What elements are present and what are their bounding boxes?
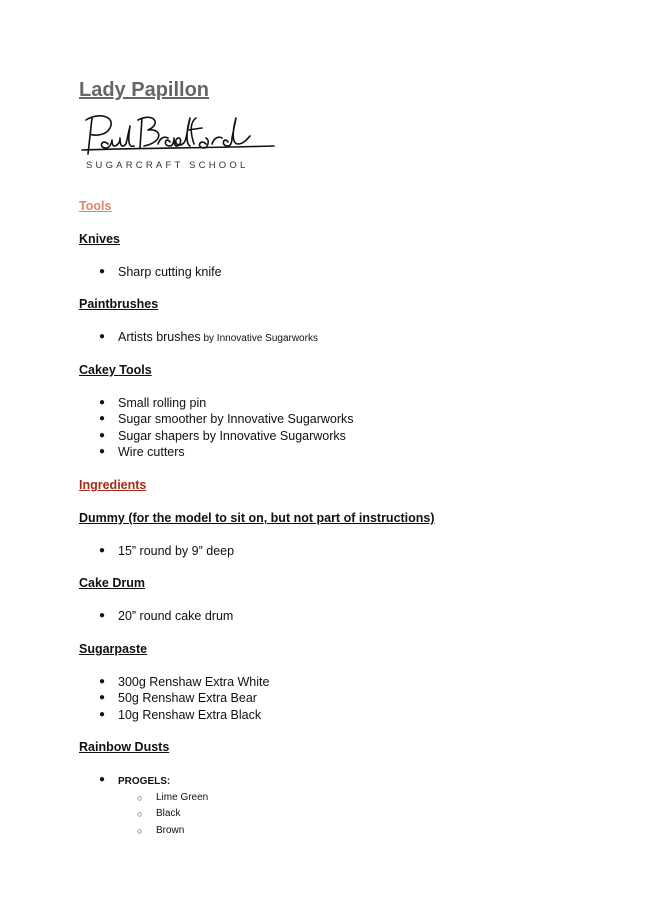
- knives-list: [99, 264, 222, 280]
- item-main-text: Artists brushes: [118, 330, 201, 344]
- sub-list-item: ○ Lime Green: [137, 790, 208, 806]
- paintbrushes-list: [99, 329, 318, 345]
- dummy-heading: Dummy (for the model to sit on, but not part of instructions): [79, 511, 435, 525]
- logo-subtitle: SUGARCRAFT SCHOOL: [86, 160, 249, 171]
- list-item: ● Wire cutters: [99, 444, 354, 460]
- dummy-list: [99, 543, 234, 559]
- item-suffix-text: by Innovative Sugarworks: [200, 333, 318, 344]
- tools-heading: Tools: [79, 199, 112, 213]
- sugarpaste-heading: Sugarpaste: [79, 642, 148, 656]
- cakey-tools-heading: Cakey Tools: [79, 363, 152, 377]
- list-item: [99, 329, 318, 345]
- list-item: ● 50g Renshaw Extra Bear: [99, 690, 269, 706]
- list-item: ● 300g Renshaw Extra White: [99, 674, 269, 690]
- sub-list-item: ○ Brown: [137, 823, 208, 839]
- sub-list-item: ○ Black: [137, 806, 208, 822]
- list-item: [99, 772, 170, 788]
- list-item: ● Sugar shapers by Innovative Sugarworks: [99, 428, 354, 444]
- list-item: ● 10g Renshaw Extra Black: [99, 707, 269, 723]
- ingredients-heading: Ingredients: [79, 478, 147, 492]
- knives-heading: Knives: [79, 232, 120, 246]
- page-title: Lady Papillon: [79, 79, 210, 101]
- rainbow-dusts-list: [99, 772, 170, 788]
- cake-drum-heading: Cake Drum: [79, 576, 145, 590]
- list-item: ● 20” round cake drum: [99, 608, 233, 624]
- list-item: ● 15” round by 9” deep: [99, 543, 234, 559]
- progels-sublist: [137, 790, 208, 839]
- progels-label: PROGELS:: [118, 776, 171, 787]
- list-item: ● Sharp cutting knife: [99, 264, 222, 280]
- sugarpaste-list: [99, 674, 269, 723]
- list-item: ● Sugar smoother by Innovative Sugarworks: [99, 411, 354, 427]
- paintbrushes-heading: Paintbrushes: [79, 297, 159, 311]
- cakey-tools-list: [99, 395, 354, 461]
- cake-drum-list: [99, 608, 233, 624]
- rainbow-dusts-heading: Rainbow Dusts: [79, 740, 170, 754]
- list-item: ● Small rolling pin: [99, 395, 354, 411]
